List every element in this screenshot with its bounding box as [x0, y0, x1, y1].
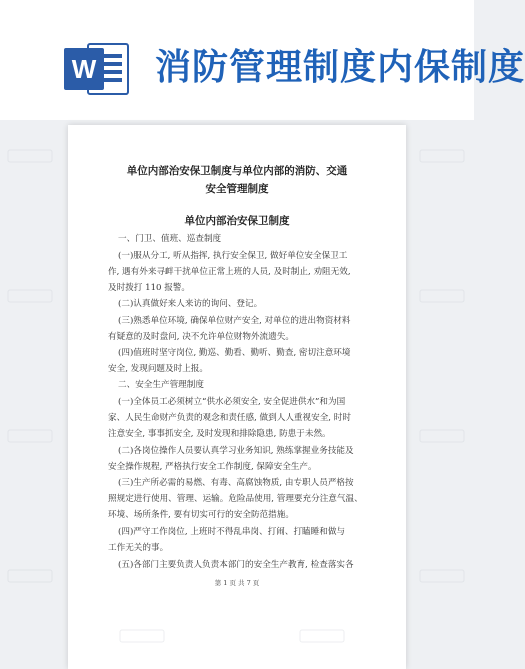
paragraph-line: 及时拨打 110 报警。 — [108, 283, 191, 293]
paragraph-line: 安全操作规程, 严格执行安全工作制度, 保障安全生产。 — [108, 462, 317, 472]
page-number: 第 1 页 共 7 页 — [214, 579, 260, 587]
document-subtitle: 单位内部治安保卫制度 — [184, 215, 290, 227]
document-page — [68, 125, 406, 669]
word-logo-letter: W — [71, 54, 97, 84]
paragraph-line: 家、人民生命财产负责的观念和责任感, 做到人人重视安全, 时时 — [108, 413, 351, 423]
paragraph-line: 安全, 发现问题及时上报。 — [108, 364, 208, 374]
paragraph-line: (一)服从分工, 听从指挥, 执行安全保卫, 做好单位安全保卫工 — [118, 251, 348, 261]
paragraph-line: 工作无关的事。 — [108, 543, 169, 553]
paragraph-line: 照规定进行使用、管理、运输。危险品使用, 管理要充分注意气温、 — [108, 494, 363, 504]
document-title-line-1: 单位内部治安保卫制度与单位内部的消防、交通 — [126, 165, 348, 177]
paragraph-line: 有疑意的及时盘问, 决不允许单位财物外流遗失。 — [108, 332, 294, 342]
paragraph-line: 注意安全, 事事抓安全, 及时发现和排除隐患, 防患于未然。 — [108, 429, 331, 439]
header-banner — [0, 0, 525, 120]
paragraph-line: (四)值班时坚守岗位, 勤巡、勤看、勤听、勤查, 密切注意环境 — [118, 348, 351, 358]
document-title-line-2: 安全管理制度 — [205, 183, 269, 195]
paragraph-line: (四)严守工作岗位, 上班时不得乱串岗、打闹、打瞌睡和做与 — [118, 527, 346, 537]
word-document-icon — [62, 40, 132, 98]
page-blank-area — [68, 595, 406, 669]
paragraph-line: (三)熟悉单位环境, 确保单位财产安全, 对单位的进出物资材料 — [118, 316, 351, 326]
paragraph-line: (一)全体员工必须树立“供水必须安全, 安全促进供水”和为国 — [118, 397, 346, 407]
paragraph-line: (二)认真做好来人来访的询问、登记。 — [118, 299, 263, 309]
section-heading: 一、门卫、值班、巡查制度 — [118, 234, 222, 244]
paragraph-line: (二)各岗位操作人员要认真学习业务知识, 熟练掌握业务技能及 — [118, 446, 354, 456]
paragraph-line: 环境、场所条件, 要有切实可行的安全防范措施。 — [108, 510, 294, 520]
paragraph-line: (三)生产所必需的易燃、有毒、高腐蚀物质, 由专职人员严格按 — [118, 478, 354, 488]
paragraph-line: 作, 遇有外来寻衅干扰单位正常上班的人员, 及时制止, 劝阻无效, — [108, 267, 351, 277]
section-heading: 二、安全生产管理制度 — [118, 380, 204, 390]
paragraph-line: (五)各部门主要负责人负责本部门的安全生产教育, 检查落实各 — [118, 560, 354, 570]
page-title: 消防管理制度内保制度 — [155, 47, 525, 88]
